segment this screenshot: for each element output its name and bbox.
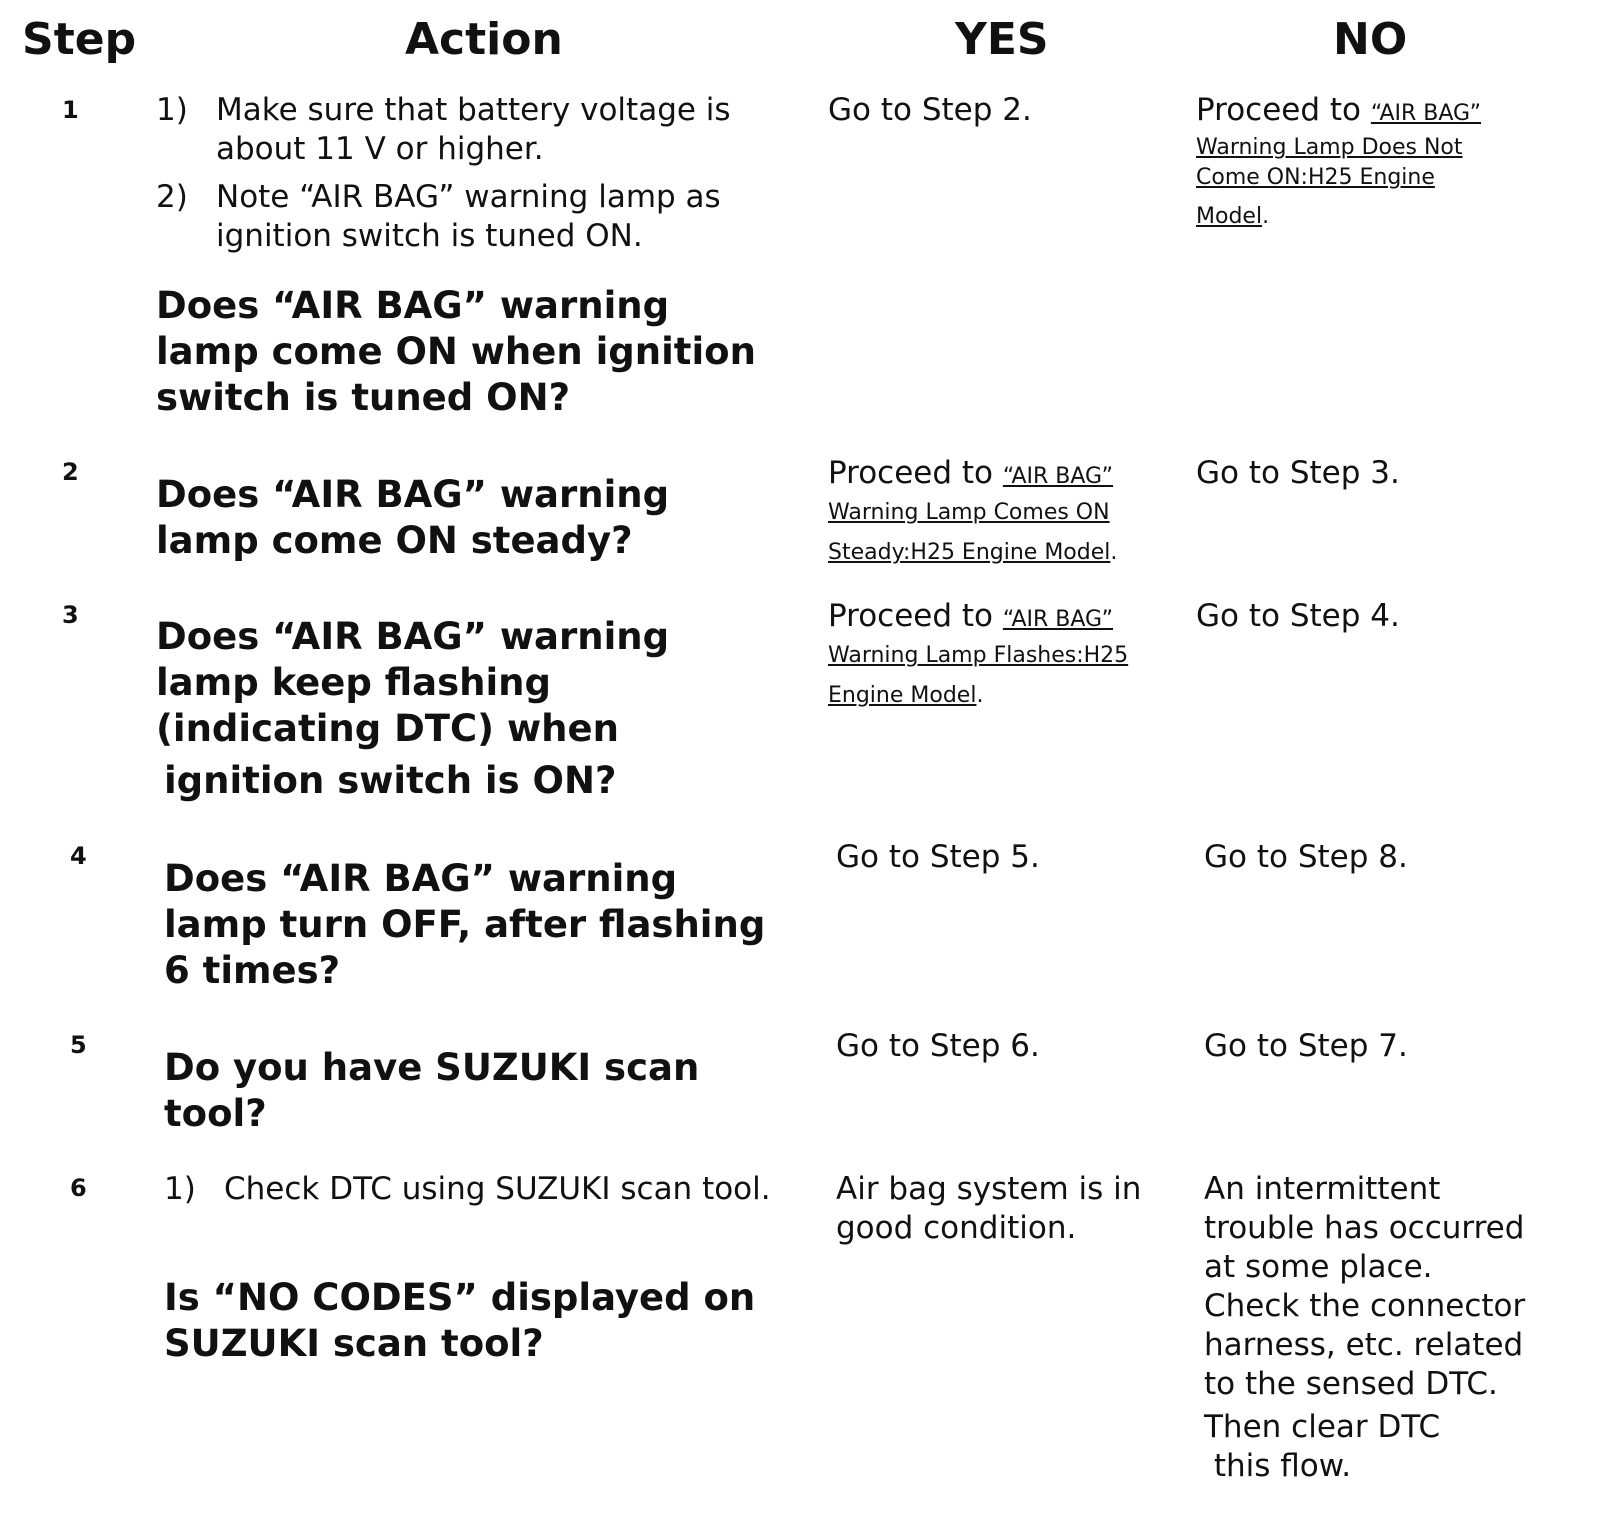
action-item-number: 1)	[156, 92, 188, 128]
question: Does “AIR BAG” warning lamp keep flashing (indicating DTC) when ignition switch is ON?	[156, 615, 670, 802]
header-yes: YES	[955, 14, 1049, 65]
procedure-link[interactable]: Warning Lamp Flashes:H25	[828, 643, 1129, 668]
action-line: Check DTC using SUZUKI scan tool.	[224, 1171, 771, 1207]
action-item-number: 1)	[164, 1171, 196, 1207]
proceed-label: Proceed to	[1196, 92, 1362, 128]
no-result: Go to Step 7.	[1204, 1028, 1408, 1064]
procedure-link[interactable]: Engine Model	[828, 683, 977, 708]
procedure-link[interactable]: Come ON:H25 Engine	[1196, 165, 1435, 190]
yes-result: Proceed to “AIR BAG” Warning Lamp Flashes:H25 Engine Model.	[828, 598, 1129, 708]
procedure-link[interactable]: Warning Lamp Comes ON	[828, 500, 1110, 525]
proceed-label: Proceed to	[828, 598, 994, 634]
yes-result: Go to Step 6.	[836, 1028, 1040, 1064]
step-number: 1	[62, 96, 79, 124]
action-line: ignition switch is tuned ON.	[216, 218, 643, 254]
action-line: about 11 V or higher.	[216, 131, 544, 167]
action-item	[164, 1170, 824, 1210]
no-result: Go to Step 4.	[1196, 598, 1400, 634]
step-number: 4	[70, 842, 87, 870]
action-item	[156, 91, 796, 169]
yes-result: Proceed to “AIR BAG” Warning Lamp Comes ON Steady:H25 Engine Model.	[828, 455, 1118, 565]
question: Is “NO CODES” displayed on SUZUKI scan tool?	[164, 1276, 756, 1365]
proceed-label: Proceed to	[828, 455, 994, 491]
action-line: Note “AIR BAG” warning lamp as	[216, 179, 721, 215]
header-step: Step	[22, 14, 137, 65]
step-number: 6	[70, 1174, 87, 1202]
question: Does “AIR BAG” warning lamp come ON steady?	[156, 473, 670, 562]
procedure-link[interactable]: “AIR BAG”	[1002, 464, 1113, 489]
action-line: Make sure that battery voltage is	[216, 92, 731, 128]
no-result: Go to Step 3.	[1196, 455, 1400, 491]
question: Does “AIR BAG” warning lamp come ON when ignition switch is tuned ON?	[156, 284, 756, 419]
procedure-link[interactable]: Model	[1196, 204, 1263, 229]
action-item-number: 2)	[156, 179, 188, 215]
procedure-link[interactable]: “AIR BAG”	[1002, 607, 1113, 632]
step-number: 3	[62, 601, 79, 629]
step-number: 2	[62, 458, 79, 486]
procedure-link[interactable]: “AIR BAG”	[1370, 101, 1481, 126]
no-result: Proceed to “AIR BAG” Warning Lamp Does Not Come ON:H25 Engine Model.	[1196, 92, 1481, 229]
header-no: NO	[1333, 14, 1408, 65]
action-item	[156, 178, 796, 256]
question: Does “AIR BAG” warning lamp turn OFF, after flashing 6 times?	[164, 857, 766, 992]
no-result: Go to Step 8.	[1204, 839, 1408, 875]
procedure-link[interactable]: Steady:H25 Engine Model	[828, 540, 1111, 565]
yes-result: Go to Step 2.	[828, 92, 1032, 128]
yes-result: Go to Step 5.	[836, 839, 1040, 875]
question: Do you have SUZUKI scan tool?	[164, 1046, 700, 1135]
step-number: 5	[70, 1031, 87, 1059]
header-action: Action	[405, 14, 563, 65]
yes-result: Air bag system is in good condition.	[836, 1171, 1142, 1246]
procedure-link[interactable]: Warning Lamp Does Not	[1196, 135, 1463, 160]
no-result: An intermittent trouble has occurred at some place. Check the connector harness, etc. related to the sensed DTC. Then clear DTC this flow.	[1204, 1171, 1526, 1484]
